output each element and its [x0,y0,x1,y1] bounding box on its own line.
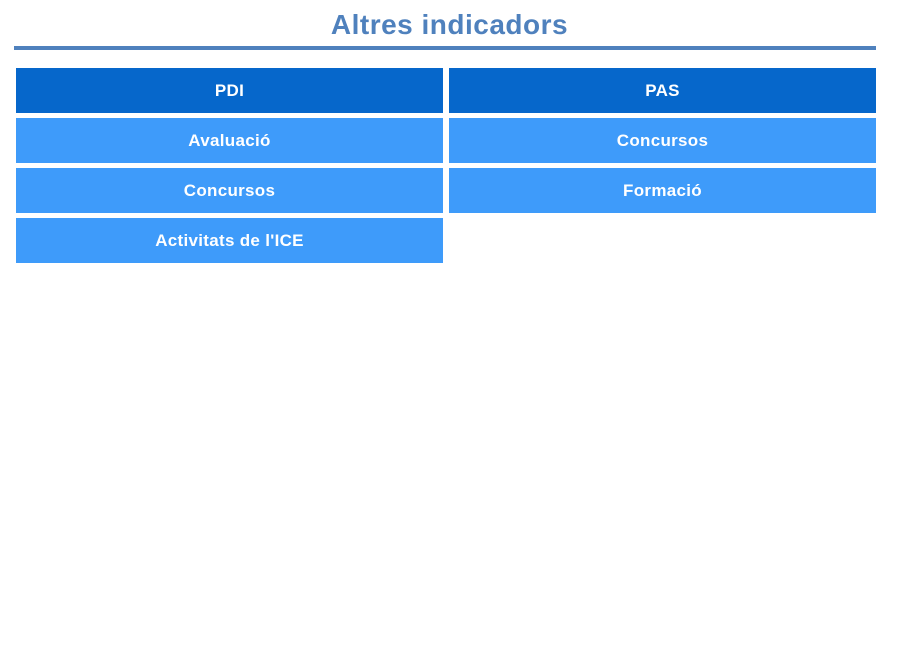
title-underline [14,46,876,50]
page-title: Altres indicadors [330,9,569,40]
column-pas [449,68,876,263]
column-header-pdi: PDI [16,68,443,113]
column-header-pas: PAS [449,68,876,113]
indicator-grid [16,68,876,263]
column-pdi [16,68,443,263]
nav-item-pas-formacio[interactable]: Formació [449,168,876,213]
nav-item-pdi-avaluacio[interactable]: Avaluació [16,118,443,163]
nav-item-pdi-activitats-ice[interactable]: Activitats de l'ICE [16,218,443,263]
nav-item-pdi-concursos[interactable]: Concursos [16,168,443,213]
nav-item-pas-concursos[interactable]: Concursos [449,118,876,163]
